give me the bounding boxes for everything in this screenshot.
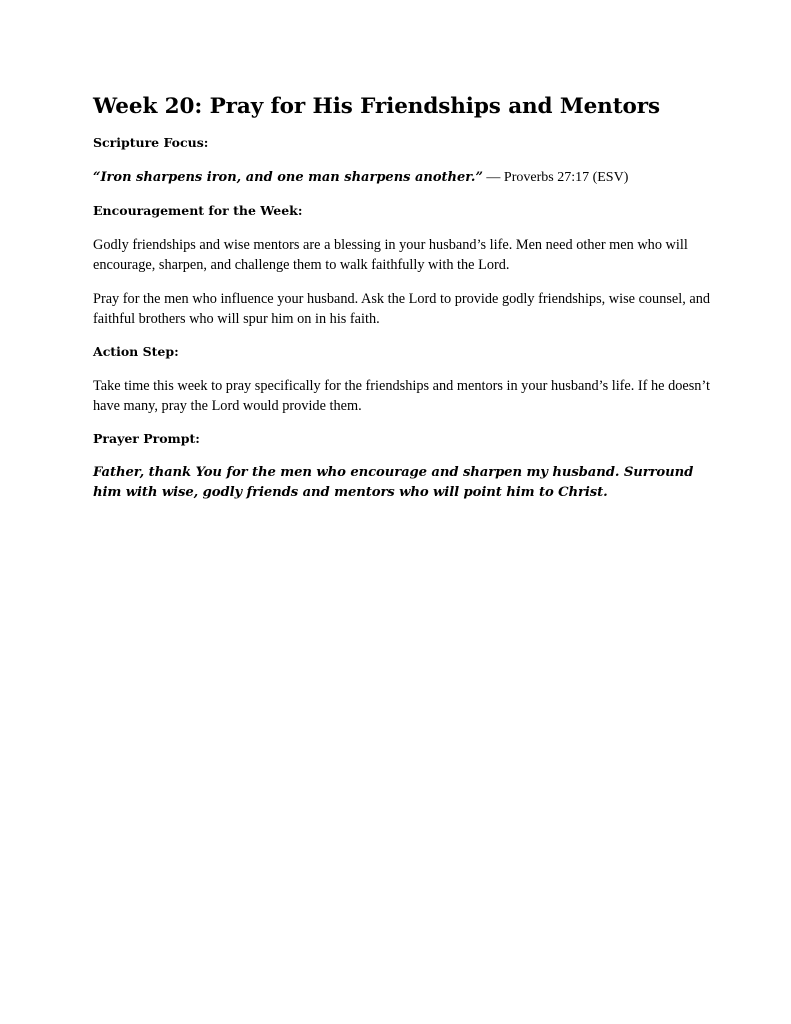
encouragement-paragraph: Godly friendships and wise mentors are a blessing in your husband’s life. Men need other men who will encourage, sharpen, and challenge them to walk faithfully with the Lord. (93, 237, 688, 273)
action-heading: Action Step: (93, 344, 179, 359)
document-page (93, 92, 713, 503)
scripture-heading: Scripture Focus: (93, 135, 209, 150)
encouragement-paragraph: Pray for the men who influence your husband. Ask the Lord to provide godly friendships, wise counsel, and faithful brothers who will spur him on in his faith. (93, 291, 711, 327)
scripture-reference: — Proverbs 27:17 (ESV) (482, 170, 629, 185)
page-title: Week 20: Pray for His Friendships and Mentors (93, 94, 660, 119)
scripture-line (93, 167, 713, 188)
scripture-verse: “Iron sharpens iron, and one man sharpens another.” (93, 170, 483, 185)
prayer-heading: Prayer Prompt: (93, 431, 200, 446)
prayer-text: Father, thank You for the men who encourage and sharpen my husband. Surround him with wise, godly friends and mentors who will point him to Christ. (93, 465, 694, 500)
encouragement-heading: Encouragement for the Week: (93, 203, 303, 218)
action-text: Take time this week to pray specifically for the friendships and mentors in your husband’s life. If he doesn’t have many, pray the Lord would provide them. (93, 378, 710, 414)
